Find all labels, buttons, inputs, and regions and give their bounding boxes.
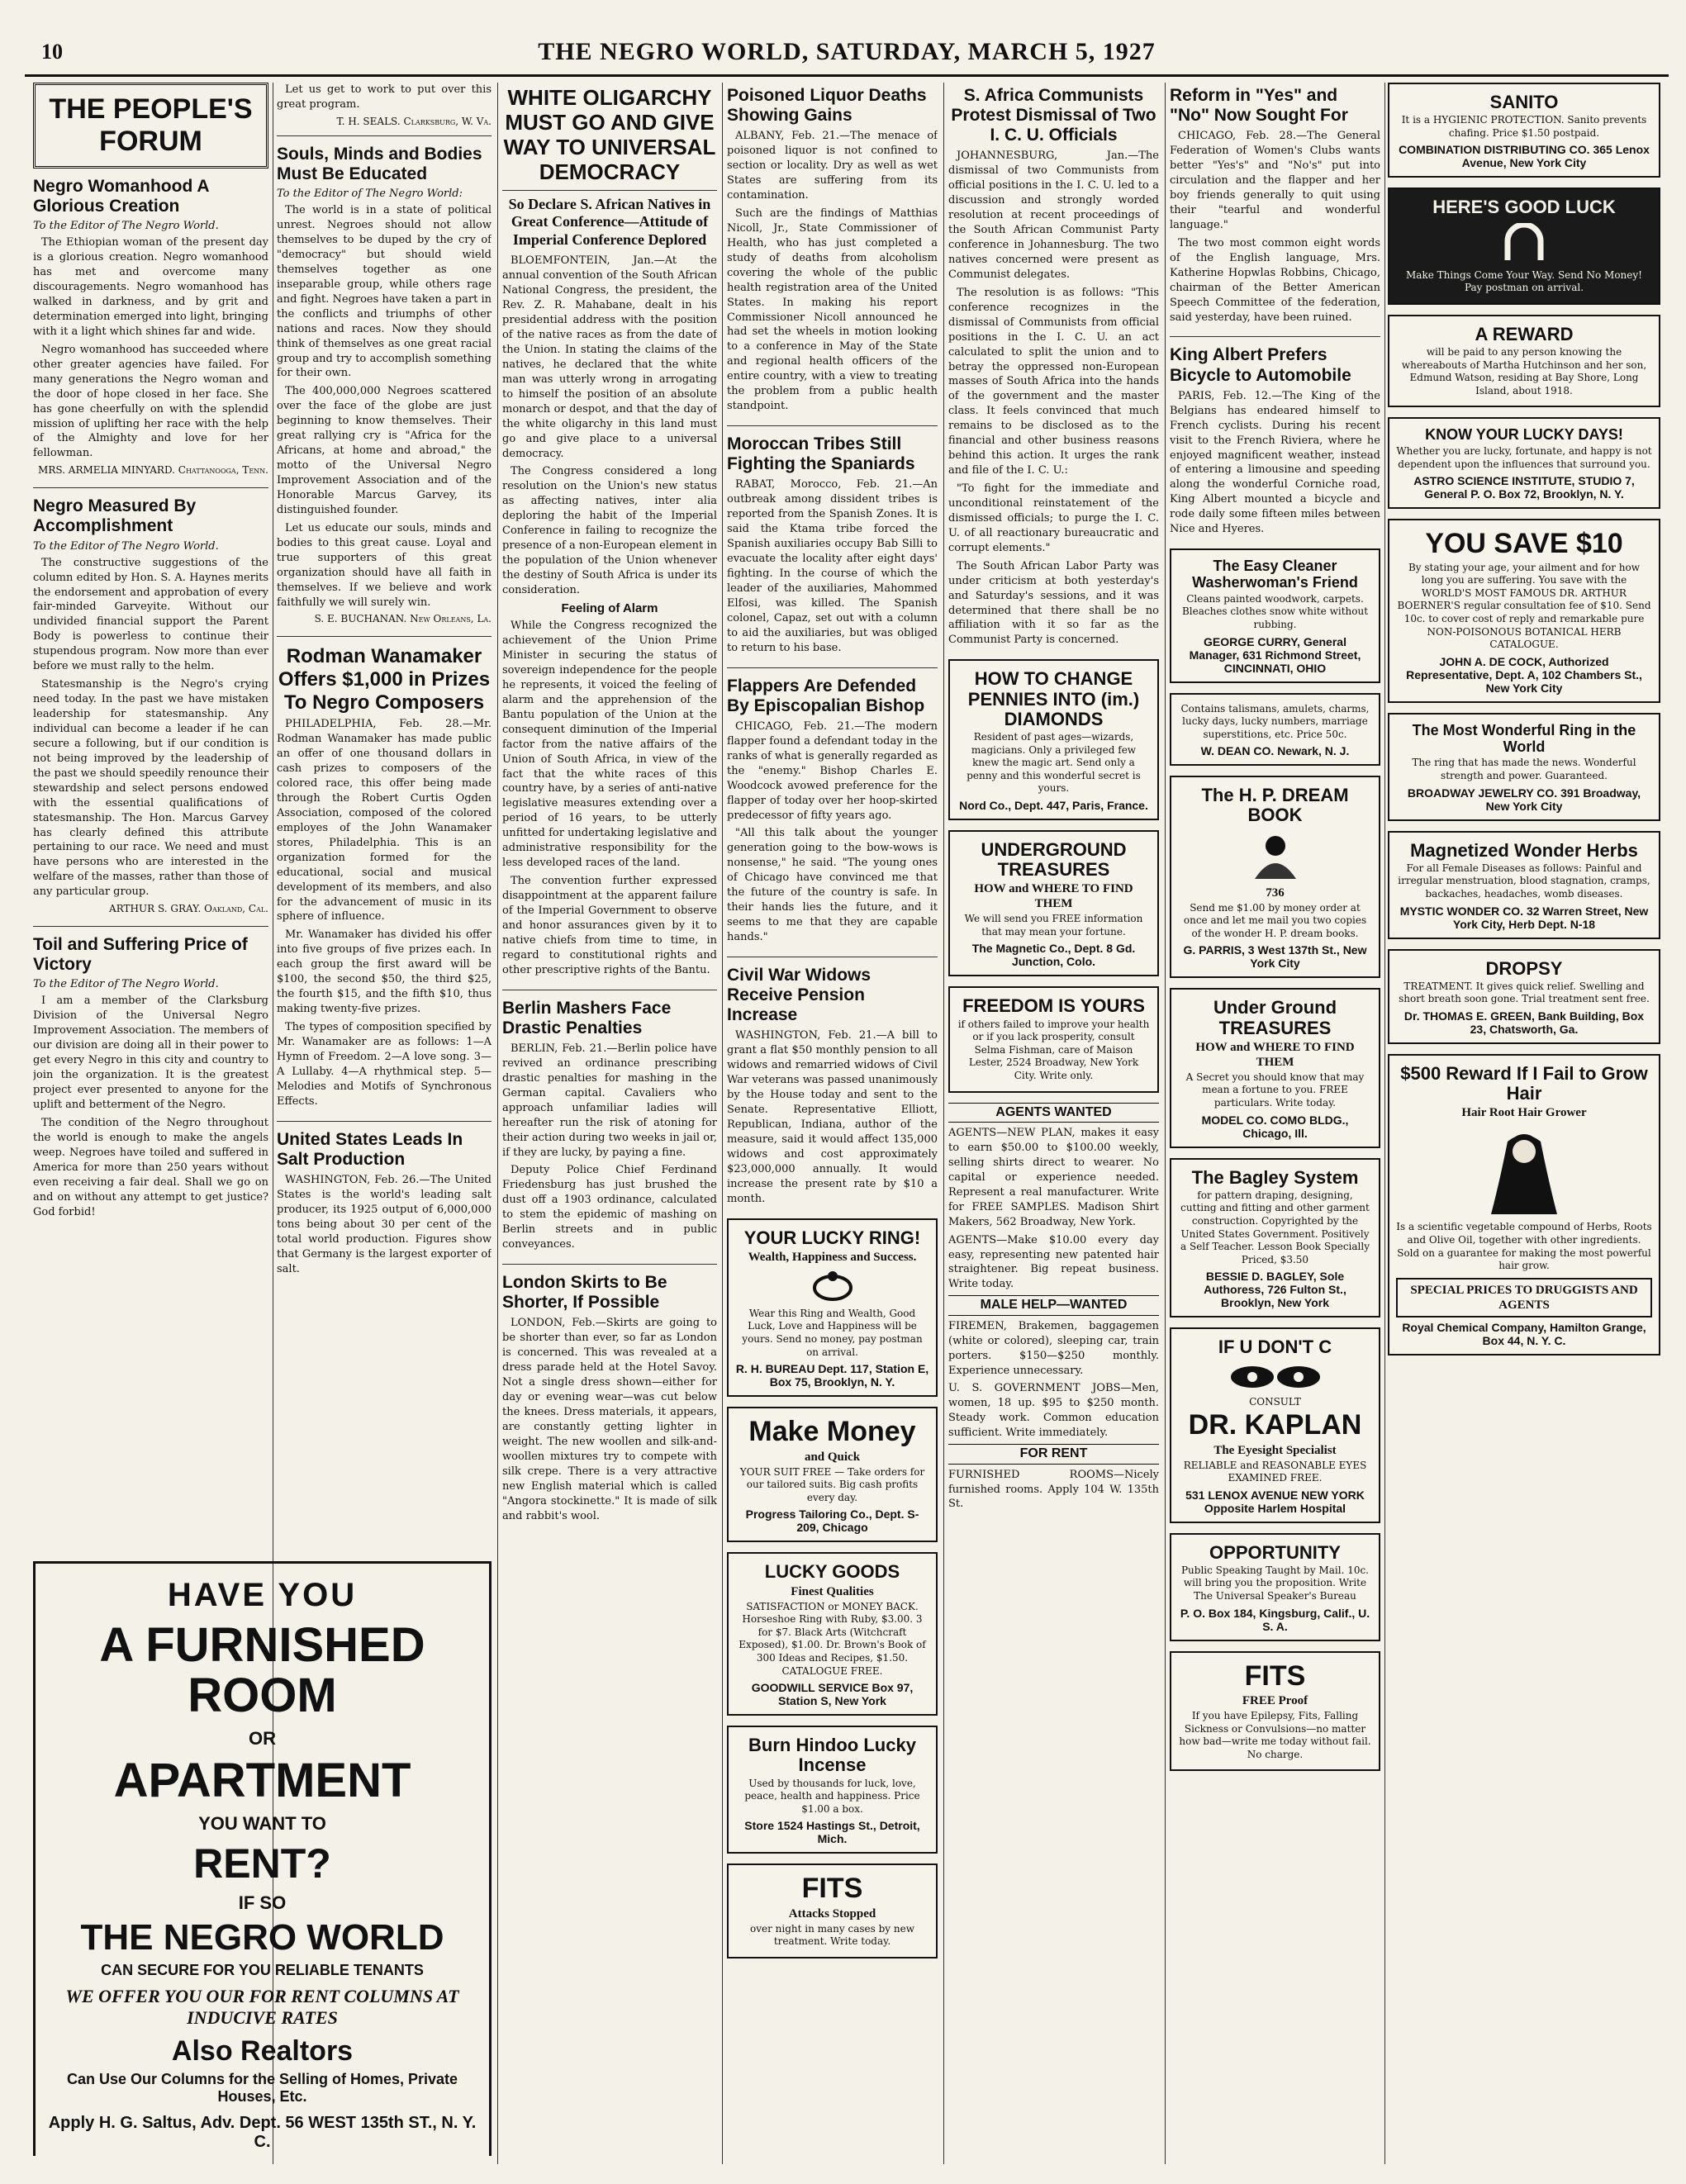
furnished-room-ad-wrap xyxy=(33,1553,492,2156)
ad-title: UNDERGROUND TREASURES xyxy=(981,838,1127,881)
paragraph: PHILADELPHIA, Feb. 28.—Mr. Rodman Wanamaker has made public an offer of one thousand dollars in cash prizes to composers of the colored race, this offer being made through the Robert Curtis Ogden Association, composed of the colored employes of the John Wanamaker stores, Philadelphia. This is an organization formed for the educational, social and musical development of its members, and also for the advancement of music in its sphere of influence. xyxy=(277,718,492,923)
article-yes-no-reform xyxy=(1170,86,1380,325)
ad-text: YOUR SUIT FREE — Take orders for our tailored suits. Big cash profits every day. xyxy=(739,1465,925,1503)
paragraph: RABAT, Morocco, Feb. 21.—An outbreak among dissident tribes is reported from the Spanish Zones. It is said the Ktama tribe forced the Spanish auxiliaries occupy Bab Silli to evacuate the locality after eight days' fighting. In the course of which the leader of the auxiliaries, Mahommed Elfosi, was killed. The Spanish colonel, Capaz, set out with a column to aid the auxiliaries, but was obliged to return to his base. xyxy=(727,478,938,654)
ad-title: OPPORTUNITY xyxy=(1209,1541,1341,1563)
ad-subtitle: Attacks Stopped xyxy=(788,1906,876,1920)
ad-title: Magnetized Wonder Herbs xyxy=(1410,839,1638,861)
paragraph: The world is in a state of political unrest. Negroes should not allow themselves to be duped by the cry of "democracy" but should wield themselves together as one inseparable group, while others rage and fight. Negroes have taken a part in the conflicts and triumphs of other nations and races. Now they should think of themselves as one great racial group and try to accomplish something for their own. xyxy=(277,204,492,380)
ad-title: YOUR LUCKY RING! xyxy=(743,1227,921,1248)
woman-long-hair-icon xyxy=(1475,1125,1574,1216)
ad-text: SATISFACTION or MONEY BACK. Horseshoe Ring with Ruby, $3.00. 3 for $7. Black Arts (Witchcraft Exposed), $1.00. Dr. Brown's Book of 300 Ideas and Recipes, $1.50. CATALOGUE FREE. xyxy=(739,1600,926,1677)
classified-heading: FOR RENT xyxy=(948,1444,1159,1464)
column-2 xyxy=(277,83,492,1536)
ad-title: The Most Wonderful Ring in the World xyxy=(1412,721,1636,755)
paragraph: BERLIN, Feb. 21.—Berlin police have revived an ordinance prescribing drastic penalties for mashing in the German capital. Cavaliers who approach unfamiliar ladies will hereafter run the risk of atoning for their action during two weeks in jail or, if they are lucky, by paying a fine. xyxy=(502,1042,717,1159)
ad-line: Apply H. G. Saltus, Adv. Dept. 56 WEST 135th ST., N. Y. C. xyxy=(48,2113,477,2151)
paper-title: THE NEGRO WORLD, SATURDAY, MARCH 5, 1927 xyxy=(538,38,1156,65)
paragraph: The condition of the Negro throughout the world is enough to make the angels weep. Negroes have toiled and suffered in America for more than 250 years without even receiving a fair deal. Shall we go on and on without any attempt to get justice? God forbid! xyxy=(33,1116,268,1218)
ad-text: RELIABLE and REASONABLE EYES EXAMINED FREE. xyxy=(1183,1459,1367,1484)
ad-title: Make Money xyxy=(748,1416,916,1448)
ad-address: Royal Chemical Company, Hamilton Grange, Box 44, N. Y. C. xyxy=(1402,1320,1646,1347)
ad-line: WE OFFER YOU OUR FOR RENT COLUMNS AT INDUCIVE RATES xyxy=(65,1985,459,2028)
paragraph: Let us educate our souls, minds and bodies to this great cause. Loyal and true supporters of this great organization should have all faith in themselves. If we believe and work faithfully we will surely win. xyxy=(277,521,492,609)
article-king-albert xyxy=(1170,345,1380,537)
article-body xyxy=(727,1028,938,1206)
ad-title: The Bagley System xyxy=(1191,1166,1359,1188)
ad-address: Progress Tailoring Co., Dept. S-209, Chicago xyxy=(745,1507,919,1535)
classified-item: AGENTS—NEW PLAN, makes it easy to earn $50.00 to $100.00 weekly, selling shirts direct to wearer. No capital or experience needed. Represent a real manufacturer. Write for FREE SAMPLES. Madison Shirt Makers, 562 Broadway, New York. xyxy=(948,1127,1159,1228)
ad-text: It is a HYGIENIC PROTECTION. Sanito prevents chafing. Price $1.50 postpaid. xyxy=(1401,114,1647,139)
ad-title: KNOW YOUR LUCKY DAYS! xyxy=(1425,426,1623,444)
paragraph: CHICAGO, Feb. 28.—The General Federation of Women's Clubs wants better "Yes's" and "No's" put into circulation and the flapper and her boy friends generally to quit using their "tearful and wonderful language." xyxy=(1170,130,1380,231)
article-body xyxy=(33,556,268,900)
ad-address: ASTRO SCIENCE INSTITUTE, STUDIO 7, General P. O. Box 72, Brooklyn, N. Y. xyxy=(1413,474,1635,501)
ad-address: MODEL CO. COMO BLDG., Chicago, Ill. xyxy=(1201,1113,1349,1140)
letter-souls-minds xyxy=(277,145,492,625)
headline: Negro Womanhood A Glorious Creation xyxy=(33,177,209,216)
headline: WHITE OLIGARCHY MUST GO AND GIVE WAY TO UNIVERSAL DEMOCRACY xyxy=(503,85,716,184)
paragraph: Let us get to work to put over this great program. xyxy=(277,83,492,111)
ad-under-ground-treasures xyxy=(1170,988,1380,1147)
letter-negro-measured xyxy=(33,496,268,914)
paragraph: Deputy Police Chief Ferdinand Friedensburg has just brushed the dust off a 1903 ordinance, calculated to stem the epidemic of mashing on Berlin streets and in public conveyances. xyxy=(502,1164,717,1251)
horseshoe-icon xyxy=(1499,223,1549,264)
divider xyxy=(277,1121,492,1122)
deck: So Declare S. African Natives in Great Conference—Attitude of Imperial Conference Deplored xyxy=(502,190,717,249)
article-moroccan-tribes xyxy=(727,434,938,656)
ad-title: Under Ground TREASURES xyxy=(1213,997,1337,1038)
ad-address: GOODWILL SERVICE Box 97, Station S, New York xyxy=(751,1681,914,1708)
ad-subtitle: HOW and WHERE TO FIND THEM xyxy=(1195,1040,1355,1069)
ad-line: Also Realtors xyxy=(171,2034,354,2067)
headline: United States Leads In Salt Production xyxy=(277,1129,463,1169)
ad-title: DROPSY xyxy=(1485,957,1563,979)
ad-address: W. DEAN CO. Newark, N. J. xyxy=(1200,744,1350,758)
paragraph: Statesmanship is the Negro's crying need today. In the past we have mistaken leadership for statesmanship. Any individual can become a leader if he can secure a following, but if our condition is not being improved by the leadership of the past we should speedily renounce their stewardship and select persons endowed with the essential qualifications of statesmanship. The Hon. Marcus Garvey has clearly defined this attribute pertaining to our race. We need and must have persons who are interested in the welfare of the masses, rather than those of any particular group. xyxy=(33,678,268,899)
ad-text: The ring that has made the news. Wonderful strength and power. Guaranteed. xyxy=(1412,757,1636,782)
ad-address: P. O. Box 184, Kingsburg, Calif., U. S. A. xyxy=(1180,1606,1370,1633)
fortune-teller-icon xyxy=(1242,831,1308,881)
classified-heading: MALE HELP—WANTED xyxy=(948,1295,1159,1315)
ad-title: DR. KAPLAN xyxy=(1188,1409,1362,1441)
ad-opportunity xyxy=(1170,1533,1380,1641)
paragraph: The South African Labor Party was under criticism at both yesterday's and Saturday's sessions, and it was determined that there shall be no affiliation with it so far as the Communist Party is concerned. xyxy=(948,559,1159,647)
ad-address: 531 LENOX AVENUE NEW YORK Opposite Harlem Hospital xyxy=(1185,1488,1365,1515)
ad-easy-cleaner xyxy=(1170,548,1380,682)
headline: S. Africa Communists Protest Dismissal of Two I. C. U. Officials xyxy=(951,86,1156,145)
ad-text: A Secret you should know that may mean a fortune to you. FREE particulars. Write today. xyxy=(1185,1071,1365,1109)
ad-title: HOW TO CHANGE PENNIES INTO (im.) DIAMONDS xyxy=(967,668,1140,729)
ad-subtitle: FREE Proof xyxy=(1242,1694,1308,1708)
ad-title: HERE'S GOOD LUCK xyxy=(1432,197,1616,218)
ad-text: will be paid to any person knowing the whereabouts of Martha Hutchinson and her son, Edmund Watson, residing at Bay Shore, Long Island, about 1918. xyxy=(1401,345,1647,396)
paragraph: The constructive suggestions of the column edited by Hon. S. A. Haynes merits the endorsement and approbation of every fair-minded Garveyite. Without our undivided financial support the Parent Body is powerless to continue their stupendous program. Now more than ever before we must rally to the helm. xyxy=(33,556,268,673)
column-3 xyxy=(502,83,717,2164)
ad-subtitle: Wealth, Happiness and Success. xyxy=(748,1250,917,1264)
article-body xyxy=(1170,389,1380,537)
ad-address: MYSTIC WONDER CO. 32 Warren Street, New York City, Herb Dept. N-18 xyxy=(1399,904,1649,931)
forum-banner: THE PEOPLE'S FORUM xyxy=(33,83,268,169)
ad-title: SANITO xyxy=(1489,92,1559,112)
column-4 xyxy=(727,83,938,2164)
ad-badge: SPECIAL PRICES TO DRUGGISTS AND AGENTS xyxy=(1396,1278,1652,1318)
ad-reward xyxy=(1388,315,1660,408)
ad-address: JOHN A. DE COCK, Authorized Representative, Dept. A, 102 Chambers St., New York City xyxy=(1406,654,1642,695)
ad-title: A REWARD xyxy=(1475,323,1574,344)
ad-number: 736 xyxy=(1266,885,1285,900)
ad-text: Send me $1.00 by money order at once and let me mail you two copies of the wonder H. P. dream books. xyxy=(1183,901,1367,939)
ad-lucky-days xyxy=(1388,417,1660,509)
ad-address: GEORGE CURRY, General Manager, 631 Richmond Street, CINCINNATI, OHIO xyxy=(1189,634,1361,675)
article-poisoned-liquor xyxy=(727,86,938,414)
paragraph: PARIS, Feb. 12.—The King of the Belgians has endeared himself to French cyclists. During his recent visit to the French Riviera, where he enjoyed magnificent weather, instead of entering a limousine and speeding along the wonderful Corniche road, King Albert mounted a bicycle and rode daily some fifteen miles between Nice and Hyeres. xyxy=(1170,389,1380,536)
paragraph: The two most common eight words of the English language, Mrs. Katherine Hopwlas Robbins, Chicago, chairman of the Better American Speech Committee of the federation, said yesterday, have been ruined. xyxy=(1170,236,1380,324)
classified-item: U. S. GOVERNMENT JOBS—Men, women, 18 up. $95 to $250 month. Steady work. Common education sufficient. Write immediately. xyxy=(948,1382,1159,1440)
paragraph: "All this talk about the younger generation going to the bow-wows is nonsense," he said. "The young ones of Chicago have convinced me that the future of the country is safe. In their hands lies the future, and it seems to me that they are capable hands." xyxy=(727,827,938,944)
ad-text: Contains talismans, amulets, charms, lucky days, lucky numbers, marriage superstitions, etc. Price 50c. xyxy=(1180,702,1370,740)
classified-item: FURNISHED ROOMS—Nicely furnished rooms. Apply 104 W. 135th St. xyxy=(948,1468,1159,1511)
article-white-oligarchy xyxy=(502,86,717,978)
ad-make-money xyxy=(727,1407,938,1542)
signature: ARTHUR S. GRAY. Oakland, Cal. xyxy=(109,903,268,915)
ad-wonderful-ring xyxy=(1388,713,1660,821)
ad-text: Cleans painted woodwork, carpets. Bleaches clothes snow white without rubbing. xyxy=(1181,592,1369,630)
divider xyxy=(33,487,268,488)
ad-line: APARTMENT xyxy=(113,1753,411,1807)
classified-heading: AGENTS WANTED xyxy=(948,1103,1159,1123)
ad-address: Nord Co., Dept. 447, Paris, France. xyxy=(959,798,1148,812)
ad-text: Public Speaking Taught by Mail. 10c. will bring you the proposition. Write The Universal Speaker's Bureau xyxy=(1180,1564,1369,1602)
article-body xyxy=(948,1126,1159,1292)
ad-address: BESSIE D. BAGLEY, Sole Authoress, 726 Fulton St., Brooklyn, New York xyxy=(1204,1270,1346,1310)
article-body xyxy=(948,1468,1159,1512)
paragraph: The resolution is as follows: "This conference recognizes in the dismissal of Communists from official positions in the I. C. U. an act calculated to split the union and to betray the oppressed non-European masses of South Africa into the hands of the government and the master class. It feels convinced that much remains to be disclosed as to the financial and other business reasons behind this action. It urges the rank and file of the I. C. U.: xyxy=(948,286,1159,477)
ad-dropsy xyxy=(1388,949,1660,1044)
ad-text: Used by thousands for luck, love, peace, health and happiness. Price $1.00 a box. xyxy=(744,1777,920,1815)
paragraph: Mr. Wanamaker has divided his offer into five groups of five prizes each. In each group the first award will be $100, the second $50, the third $25, the fourth $15, and the fifth $10, thus making twenty-five prizes. xyxy=(277,928,492,1016)
ad-lucky-ring xyxy=(727,1218,938,1398)
article-london-skirts xyxy=(502,1273,717,1523)
ad-title: YOU SAVE $10 xyxy=(1425,528,1623,560)
column-rule xyxy=(1384,83,1385,2164)
ad-dr-kaplan xyxy=(1170,1327,1380,1522)
ad-subtitle: Hair Root Hair Grower xyxy=(1461,1106,1587,1120)
ad-line: THE NEGRO WORLD xyxy=(80,1916,444,1958)
divider xyxy=(727,667,938,668)
salutation: To the Editor of The Negro World: xyxy=(277,188,463,201)
article-body xyxy=(948,149,1159,648)
headline: Reform in "Yes" and "No" Now Sought For xyxy=(1170,86,1348,126)
ad-text: Make Things Come Your Way. Send No Money! Pay postman on arrival. xyxy=(1406,268,1642,294)
ad-dream-book xyxy=(1170,776,1380,978)
paragraph: ALBANY, Feb. 21.—The menace of poisoned liquor is not confined to section or locality. Dry as well as wet States are suffering from its contamination. xyxy=(727,130,938,202)
headline: Moroccan Tribes Still Fighting the Spaniards xyxy=(727,434,915,474)
paragraph: "To fight for the immediate and unconditional reinstatement of the dismissed officials; to purge the I. C. U. of all reactionary bureaucratic and corrupt elements." xyxy=(948,482,1159,554)
ad-line: YOU WANT TO xyxy=(198,1812,326,1834)
column-5 xyxy=(948,83,1159,2164)
paragraph: WASHINGTON, Feb. 26.—The United States is the world's leading salt producer, its 1925 output of 6,000,000 tons being about 30 per cent of the total world production. Figures show that Germany is the largest exporter of salt. xyxy=(277,1173,492,1275)
divider xyxy=(1170,336,1380,337)
signature: MRS. ARMELIA MINYARD. Chattanooga, Tenn. xyxy=(38,464,268,477)
paragraph: The Ethiopian woman of the present day is a glorious creation. Negro womanhood has met and overcome many discouragements. Negro womanhood has walked in darkness, and by grit and determination emerged into light, bringing with it a light which shines far and wide. xyxy=(33,236,268,338)
article-sa-communists xyxy=(948,86,1159,648)
article-civil-war-widows xyxy=(727,966,938,1207)
ad-text: By stating your age, your ailment and for how long you are suffering. You save with the WORLD'S MOST FAMOUS DR. ARTHUR BOERNER'S regular consultation fee of $10. Send 10c. to cover cost of reply and remarkable pure NON-POISONOUS BOTANICAL HERB CATALOGUE. xyxy=(1397,561,1651,651)
ad-title: LUCKY GOODS xyxy=(764,1561,900,1583)
article-body xyxy=(33,235,268,461)
headline: London Skirts to Be Shorter, If Possible xyxy=(502,1273,667,1313)
ad-fits-free xyxy=(1170,1651,1380,1772)
salutation: To the Editor of The Negro World. xyxy=(33,539,219,553)
ad-text: Wear this Ring and Wealth, Good Luck, Love and Happiness will be yours. Send no money, pay postman on arrival. xyxy=(742,1307,923,1358)
ad-address: Store 1524 Hastings St., Detroit, Mich. xyxy=(744,1819,920,1846)
ad-dean-co xyxy=(1170,693,1380,767)
ad-pennies-diamonds xyxy=(948,659,1159,820)
ad-bagley-system xyxy=(1170,1158,1380,1318)
paragraph: I am a member of the Clarksburg Division of the Universal Negro Improvement Association. The members of our division are doing all in their power to get every Negro in this city and country to join the organization. It is the greatest project ever presented to anyone for the uplift and betterment of the Negro. xyxy=(33,995,268,1112)
ad-freedom xyxy=(948,986,1159,1092)
letter-toil-suffering xyxy=(33,935,268,1219)
ad-hindoo-incense xyxy=(727,1726,938,1854)
ad-underground-treasures xyxy=(948,830,1159,977)
eyes-icon xyxy=(1226,1363,1325,1391)
article-body xyxy=(277,1173,492,1277)
headline: Rodman Wanamaker Offers $1,000 in Prizes To Negro Composers xyxy=(278,645,491,714)
article-body xyxy=(727,129,938,414)
paragraph: Such are the findings of Matthias Nicoll, Jr., State Commissioner of Health, who has just completed a study of deaths from alcoholism covering the whole of the public health registration area of the United States. In making his report Commissioner Nicoll announced he had set the wheels in motion looking to a conference in May of the State and regional health officers of the entire country, with a view to treating the problem from a public health standpoint. xyxy=(727,207,938,413)
salutation: To the Editor of The Negro World. xyxy=(33,220,219,233)
ad-pre: IF U DON'T C xyxy=(1218,1337,1332,1358)
column-6 xyxy=(1170,83,1380,2164)
ad-text: For all Female Diseases as follows: Painful and irregular menstruation, blood stagnation, cramps, backaches, headaches, womb diseases. xyxy=(1398,862,1650,900)
ad-text: if others failed to improve your health or if you lack prosperity, consult Selma Fishman, care of Maison Lester, 2524 Broadway, New York City. Write only. xyxy=(957,1018,1150,1082)
paragraph: LONDON, Feb.—Skirts are going to be shorter than ever, so far as London is concerned. This was revealed at a dress parade held at the Hotel Savoy. Not a single dress shown—either for day or evening wear—was cut below the knees. Dress materials, it appears, are constantly getting lighter in weight. The new woollen and silk-and-woollen mixtures try to compete with silk crepe. There is a very attractive new English material which is called "Angora stockinette." It is made of silk and rabbit's wool. xyxy=(502,1317,717,1522)
ad-text: over night in many cases by new treatment. Write today. xyxy=(750,1922,914,1948)
paragraph: WASHINGTON, Feb. 21.—A bill to grant a flat $50 monthly pension to all widows and remarried widows of Civil War veterans was passed unanimously by the House today and sent to the Senate. Representative Elliott, Republican, Indiana, author of the measure, said it would affect 135,000 widows and cost approximately $23,000,000 annually. It would increase the present rate by $10 a month. xyxy=(727,1029,938,1205)
ad-fits-stopped xyxy=(727,1864,938,1958)
ad-text: Is a scientific vegetable compound of Herbs, Roots and Olive Oil, together with other ingredients. Sold on a guarantee for making the most powerful hair grow. xyxy=(1396,1221,1652,1272)
headline: King Albert Prefers Bicycle to Automobile xyxy=(1170,345,1351,385)
salutation: To the Editor of The Negro World. xyxy=(33,978,219,991)
ad-title: FREEDOM IS YOURS xyxy=(962,995,1145,1017)
paragraph: The 400,000,000 Negroes scattered over the face of the globe are just beginning to know themselves. Their great rallying cry is "Africa for the Africans, at home and abroad," the motto of the Universal Negro Improvement Association and of the Honorable Marcus Garvey, its distinguished founder. xyxy=(277,385,492,516)
article-wanamaker xyxy=(277,645,492,1109)
paragraph: BLOEMFONTEIN, Jan.—At the annual convention of the South African National Congress, the president, the Rev. Z. R. Mahabane, dealt in his presidential address with the position of the native races as from the date of the Union. In stating the claims of the natives, he declared that the white man was utterly wrong in arrogating to himself the position of an absolute monarch or despot, and that the day of the white oligarchy in this land must go and give place to a universal democracy. xyxy=(502,254,717,460)
ad-line: RENT? xyxy=(193,1840,331,1887)
headline: Poisoned Liquor Deaths Showing Gains xyxy=(727,86,927,126)
article-body xyxy=(277,717,492,1109)
article-body xyxy=(727,719,938,945)
paragraph: While the Congress recognized the achievement of the Union Prime Minister in securing the status of sovereign independence for the people he represents, it voiced the feeling of alarm and the apprehension of the Bantu population of the Union at the consequent diminution of the Imperial factor from the native affairs of the Union of South Africa, in view of the fact that the white races of this country have, by a series of anti-native legislative measures extending over a period of 16 years, to be utterly unfitted for undertaking legislative and administrative responsibility for the less developed races of the land. xyxy=(502,620,717,870)
ad-line: IF SO xyxy=(238,1892,287,1913)
ad-sanito xyxy=(1388,83,1660,178)
article-salt xyxy=(277,1130,492,1277)
ad-wonder-herbs xyxy=(1388,831,1660,939)
headline: Souls, Minds and Bodies Must Be Educated xyxy=(277,144,482,184)
ad-address: BROADWAY JEWELRY CO. 391 Broadway, New York City xyxy=(1407,786,1641,813)
article-berlin-mashers xyxy=(502,999,717,1252)
headline: Flappers Are Defended By Episcopalian Bishop xyxy=(727,676,925,715)
article-body xyxy=(502,1316,717,1523)
ad-title: $500 Reward If I Fail to Grow Hair xyxy=(1400,1062,1648,1104)
article-body xyxy=(727,477,938,655)
article-flappers xyxy=(727,677,938,945)
ad-you-save xyxy=(1388,519,1660,703)
ad-lucky-goods xyxy=(727,1552,938,1716)
furnished-room-ad xyxy=(33,1561,492,2156)
ad-line: Can Use Our Columns for the Selling of Homes, Private Houses, Etc. xyxy=(66,2070,458,2105)
ad-title: The H. P. DREAM BOOK xyxy=(1201,785,1349,826)
ad-text: If you have Epilepsy, Fits, Falling Sickness or Convulsions—no matter how bad—write me today without fail. No charge. xyxy=(1179,1710,1371,1760)
ad-subtitle: HOW and WHERE TO FIND THEM xyxy=(974,882,1133,911)
paragraph: JOHANNESBURG, Jan.—The dismissal of two Communists from official positions in the I. C. U. led to a discussion and strongly worded resolution at recent proceedings of the South African Communist Party conference in Johannesburg. The two natives concerned were present as Communist delegates. xyxy=(948,150,1159,281)
article-body xyxy=(277,203,492,610)
ad-title: FITS xyxy=(801,1873,863,1905)
article-body xyxy=(502,1042,717,1252)
divider xyxy=(502,1264,717,1265)
ring-icon xyxy=(804,1270,862,1303)
article-body xyxy=(1170,129,1380,325)
ad-good-luck xyxy=(1388,188,1660,304)
column-rule xyxy=(722,83,723,2164)
classified-item: FIREMEN, Brakemen, baggagemen (white or colored), sleeping car, train porters. $150—$250 monthly. Experience unnecessary. xyxy=(948,1319,1159,1377)
ad-title: The Easy Cleaner Washerwoman's Friend xyxy=(1192,558,1358,591)
signature: T. H. SEALS. Clarksburg, W. Va. xyxy=(336,115,492,127)
paragraph: The types of composition specified by Mr. Wanamaker are as follows: 1—A Hymn of Freedom. 2—A love song. 3—A Lullaby. 4—A rhythmical step. 5—Melodies and Motifs of Synchronous Effects. xyxy=(277,1021,492,1108)
article-body xyxy=(948,1319,1159,1441)
divider xyxy=(277,636,492,637)
ad-subtitle: and Quick xyxy=(804,1450,861,1464)
ad-subtitle: The Eyesight Specialist xyxy=(1213,1443,1337,1457)
ad-text: Whether you are lucky, fortunate, and happy is not dependent upon the influences that surround you. xyxy=(1396,445,1652,470)
divider xyxy=(727,425,938,426)
ad-line: A FURNISHED ROOM xyxy=(99,1618,425,1722)
column-7 xyxy=(1388,83,1660,2164)
ad-text: Resident of past ages—wizards, magicians. Only a privileged few knew the magic art. Send only a penny and this wonderful secret is yours. xyxy=(966,730,1141,795)
column-rule xyxy=(497,83,498,2164)
ad-address: The Magnetic Co., Dept. 8 Gd. Junction, Colo. xyxy=(971,942,1136,969)
paragraph: The Congress considered a long resolution on the Union's new status as affecting natives, inter alia deploring the habit of the Imperial Conference in failing to recognize the presence of a non-European element in the population of the Union whenever the destiny of South Africa is under its consideration. xyxy=(502,465,717,596)
classified-section xyxy=(948,1103,1159,1512)
ad-text: TREATMENT. It gives quick relief. Swelling and short breath soon gone. Trial treatment sent free. xyxy=(1399,980,1650,1005)
ad-address: Dr. THOMAS E. GREEN, Bank Building, Box 23, Chatsworth, Ga. xyxy=(1403,1009,1645,1036)
ad-hair-grower xyxy=(1388,1054,1660,1356)
signature: S. E. BUCHANAN. New Orleans, La. xyxy=(314,613,492,625)
headline: Negro Measured By Accomplishment xyxy=(33,496,197,536)
subheading: Feeling of Alarm xyxy=(561,601,658,615)
paragraph: Negro womanhood has succeeded where other greater agencies have failed. For many generations the Negro woman and the door of hope closed in her face. She has gone cheerfully on with the splendid mission of uplifting her race with the help of the Almighty and love for her fellowman. xyxy=(33,343,268,460)
ad-line: HAVE YOU xyxy=(167,1577,358,1613)
masthead xyxy=(25,33,1669,77)
ad-line: CAN SECURE FOR YOU RELIABLE TENANTS xyxy=(101,1961,424,1978)
divider xyxy=(277,135,492,136)
classified-item: AGENTS—Make $10.00 every day easy, representing new patented hair straightener. Big repeat business. Write today. xyxy=(948,1233,1159,1291)
column-1 xyxy=(33,83,268,1536)
ad-address: COMBINATION DISTRIBUTING CO. 365 Lenox Avenue, New York City xyxy=(1399,143,1650,170)
divider xyxy=(33,926,268,927)
page-number: 10 xyxy=(41,40,63,64)
ad-line: OR xyxy=(249,1727,276,1749)
article-body xyxy=(502,254,717,977)
headline: Civil War Widows Receive Pension Increase xyxy=(727,965,871,1025)
ad-consult: CONSULT xyxy=(1249,1395,1301,1408)
ad-text: for pattern draping, designing, cutting and fitting and other garment construction. Copyrighted by the United States Government. Positively a Self Teacher. Lesson Book Specially Priced, $3.50 xyxy=(1180,1189,1370,1265)
headline: Berlin Mashers Face Drastic Penalties xyxy=(502,998,672,1037)
article-body xyxy=(33,994,268,1219)
ad-subtitle: Finest Qualities xyxy=(791,1584,874,1598)
paragraph: CHICAGO, Feb. 21.—The modern flapper found a defendant today in the ranks of what is generally regarded as the "enemy." Bishop Charles E. Woodcock avowed preference for the flapper of today over her hoop-skirted predecessor of fifty years ago. xyxy=(727,719,938,822)
headline: Toil and Suffering Price of Victory xyxy=(33,935,248,975)
paragraph: The convention further expressed disappointment at the apparent failure of the Imperial Government to observe and honor assurances given by it to native chiefs from time to time, in regard to constitutional rights and other prescriptive rights of the Bantu. xyxy=(502,875,717,976)
ad-text: We will send you FREE information that may mean your fortune. xyxy=(964,913,1143,938)
letter-negro-womanhood xyxy=(33,177,268,476)
ad-title: Burn Hindoo Lucky Incense xyxy=(748,1735,916,1776)
ad-address: R. H. BUREAU Dept. 117, Station E, Box 75, Brooklyn, N. Y. xyxy=(735,1362,929,1389)
article-body xyxy=(277,83,492,112)
ad-address: G. PARRIS, 3 West 137th St., New York City xyxy=(1183,943,1367,971)
column-rule xyxy=(943,83,944,2164)
ad-title: FITS xyxy=(1244,1659,1306,1692)
column-rule xyxy=(1165,83,1166,2164)
